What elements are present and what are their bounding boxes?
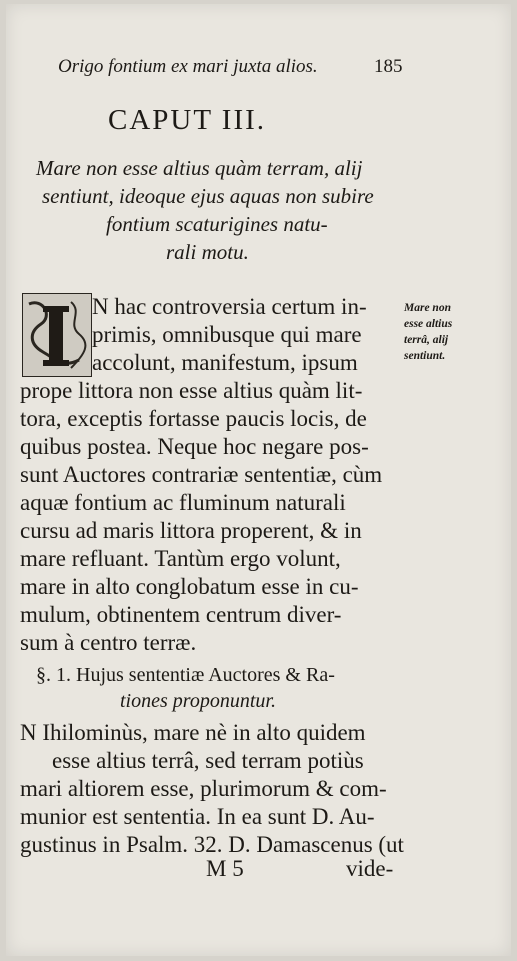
body-text-line: mare refluant. Tantùm ergo volunt,: [20, 546, 341, 571]
margin-note-line: terrâ, alij: [404, 334, 449, 346]
body-text-line: tora, exceptis fortasse paucis locis, de: [20, 406, 367, 431]
body-text-line: primis, omnibusque qui mare: [92, 322, 362, 347]
body-text-line: quibus postea. Neque hoc negare pos-: [20, 434, 369, 459]
chapter-title-line: Mare non esse altius quàm terram, alij: [36, 156, 363, 180]
section-text-line: esse altius terrâ, sed terram potiùs: [52, 748, 364, 773]
section-text-line: N Ihilominùs, mare nè in alto quidem: [20, 720, 366, 745]
signature-mark: M 5: [206, 856, 244, 881]
body-text-line: accolunt, manifestum, ipsum: [92, 350, 358, 375]
body-text-line: N hac controversia certum in-: [92, 294, 367, 319]
page-number: 185: [374, 56, 403, 77]
catchword: vide-: [346, 856, 394, 881]
chapter-title-line: sentiunt, ideoque ejus aquas non subire: [42, 184, 374, 208]
body-text-line: cursu ad maris littora properent, & in: [20, 518, 362, 543]
section-text-line: mari altiorem esse, plurimorum & com-: [20, 776, 387, 801]
body-text-line: mulum, obtinentem centrum diver-: [20, 602, 342, 627]
section-text-line: munior est sententia. In ea sunt D. Au-: [20, 804, 375, 829]
chapter-heading: CAPUT III.: [108, 104, 267, 136]
ornament-initial-icon: [23, 294, 91, 376]
body-text-line: aquæ fontium ac fluminum naturali: [20, 490, 346, 515]
margin-note-line: sentiunt.: [404, 350, 446, 362]
margin-note-line: Mare non: [404, 302, 451, 314]
chapter-title-line: rali motu.: [166, 240, 249, 264]
body-text-line: sunt Auctores contrariæ sententiæ, cùm: [20, 462, 383, 487]
body-text-line: sum à centro terræ.: [20, 630, 197, 655]
book-page: [6, 4, 511, 956]
decorated-initial: [22, 293, 92, 377]
section-text-line: gustinus in Psalm. 32. D. Damascenus (ut: [20, 832, 404, 857]
chapter-title-line: fontium scaturigines natu-: [106, 212, 328, 236]
body-text-line: prope littora non esse altius quàm lit-: [20, 378, 363, 403]
section-title-line: §. 1. Hujus sententiæ Auctores & Ra-: [36, 664, 335, 686]
section-title-line: tiones proponuntur.: [120, 690, 276, 712]
running-head: Origo fontium ex mari juxta alios.: [58, 56, 318, 77]
body-text-line: mare in alto conglobatum esse in cu-: [20, 574, 359, 599]
margin-note-line: esse altius: [404, 318, 453, 330]
